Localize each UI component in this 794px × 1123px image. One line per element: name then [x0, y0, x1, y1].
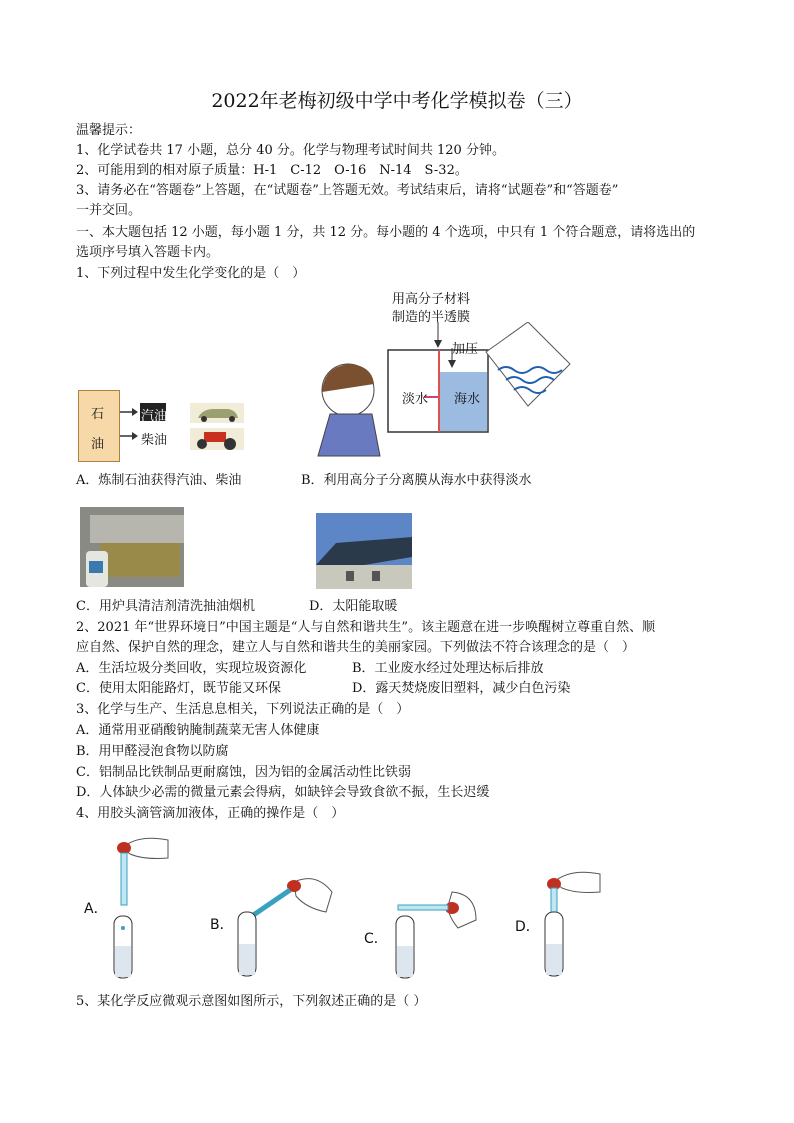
- q4-figure-label-c: C．: [364, 931, 388, 947]
- q1-stem: 1、下列过程中发生化学变化的是（ ）: [76, 266, 306, 281]
- q1-option-a: A．炼制石油获得汽油、柴油: [76, 473, 242, 488]
- q3-option-c: C．铝制品比铁制品更耐腐蚀，因为铝的金属活动性比铁弱: [76, 765, 411, 780]
- q4-figure-label-d: D．: [515, 919, 540, 935]
- section-instructions-2: 选项序号填入答题卡内。: [76, 245, 220, 260]
- q5-stem: 5、某化学反应微观示意图如图所示，下列叙述正确的是（ ）: [76, 994, 427, 1009]
- tip-2: 2、可能用到的相对原子质量：H-1 C-12 O-16 N-14 S-32。: [76, 163, 468, 178]
- q2-stem-2: 应自然、保护自然的理念，建立人与自然和谐共生的美丽家园。下列做法不符合该理念的是（ ）: [76, 640, 636, 655]
- gasoline-label: 汽油: [141, 409, 168, 424]
- q4-stem: 4、用胶头滴管滴加液体，正确的操作是（ ）: [76, 806, 345, 821]
- q4-figure-label-a: A．: [84, 901, 108, 917]
- q3-option-a: A．通常用亚硝酸钠腌制蔬菜无害人体健康: [76, 723, 320, 738]
- petroleum-char-2: 油: [91, 437, 105, 452]
- tip-1: 1、化学试卷共 17 小题，总分 40 分。化学与物理考试时间共 120 分钟。: [76, 143, 505, 158]
- q1-option-b: B．利用高分子分离膜从海水中获得淡水: [301, 473, 532, 488]
- section-instructions-1: 一、本大题包括 12 小题，每小题 1 分，共 12 分。每小题的 4 个选项，中只有 1 个符合题意，请将选出的: [76, 225, 696, 240]
- q2-option-a: A．生活垃圾分类回收，实现垃圾资源化: [76, 661, 307, 676]
- dropper-figure-c: [392, 888, 480, 980]
- dropper-figure-b: [236, 872, 336, 980]
- pressure-label: 加压: [452, 342, 479, 357]
- range-hood-photo: [80, 507, 184, 587]
- petroleum-products-figure: [118, 398, 248, 454]
- membrane-label-2: 制造的半透膜: [392, 310, 471, 325]
- q1-option-c: C．用炉具清洁剂清洗抽油烟机: [76, 599, 255, 614]
- tip-3: 3、请务必在“答题卷”上答题，在“试题卷”上答题无效。考试结束后，请将“试题卷”和“答题卷”: [76, 183, 619, 198]
- q3-option-d: D．人体缺少必需的微量元素会得病，如缺锌会导致食欲不振，生长迟缓: [76, 785, 490, 800]
- desalination-figure: [300, 322, 572, 466]
- q2-option-c: C．使用太阳能路灯，既节能又环保: [76, 681, 281, 696]
- sea-water-label: 海水: [454, 392, 481, 407]
- tips-heading: 温馨提示：: [76, 123, 142, 138]
- q3-stem: 3、化学与生产、生活息息相关，下列说法正确的是（ ）: [76, 702, 410, 717]
- fresh-water-label: 淡水: [402, 392, 429, 407]
- dropper-figure-a: [108, 834, 172, 982]
- membrane-label-1: 用高分子材料: [392, 292, 471, 307]
- q2-option-d: D．露天焚烧废旧塑料，减少白色污染: [352, 681, 571, 696]
- petroleum-char-1: 石: [91, 407, 105, 422]
- q2-option-b: B．工业废水经过处理达标后排放: [352, 661, 544, 676]
- petroleum-box: [78, 390, 120, 462]
- solar-house-photo: [316, 513, 412, 589]
- q2-stem-1: 2、2021 年“世界环境日”中国主题是“人与自然和谐共生”。该主题意在进一步唤醒树立尊重自然、顺: [76, 620, 656, 635]
- q1-option-d: D．太阳能取暖: [309, 599, 398, 614]
- diesel-label: 柴油: [141, 433, 168, 448]
- page-title: 2022年老梅初级中学中考化学模拟卷（三）: [211, 90, 583, 112]
- q3-option-b: B．用甲醛浸泡食物以防腐: [76, 744, 229, 759]
- dropper-figure-d: [540, 868, 604, 980]
- tip-3-cont: 一并交回。: [76, 203, 142, 218]
- q4-figure-label-b: B．: [210, 917, 234, 933]
